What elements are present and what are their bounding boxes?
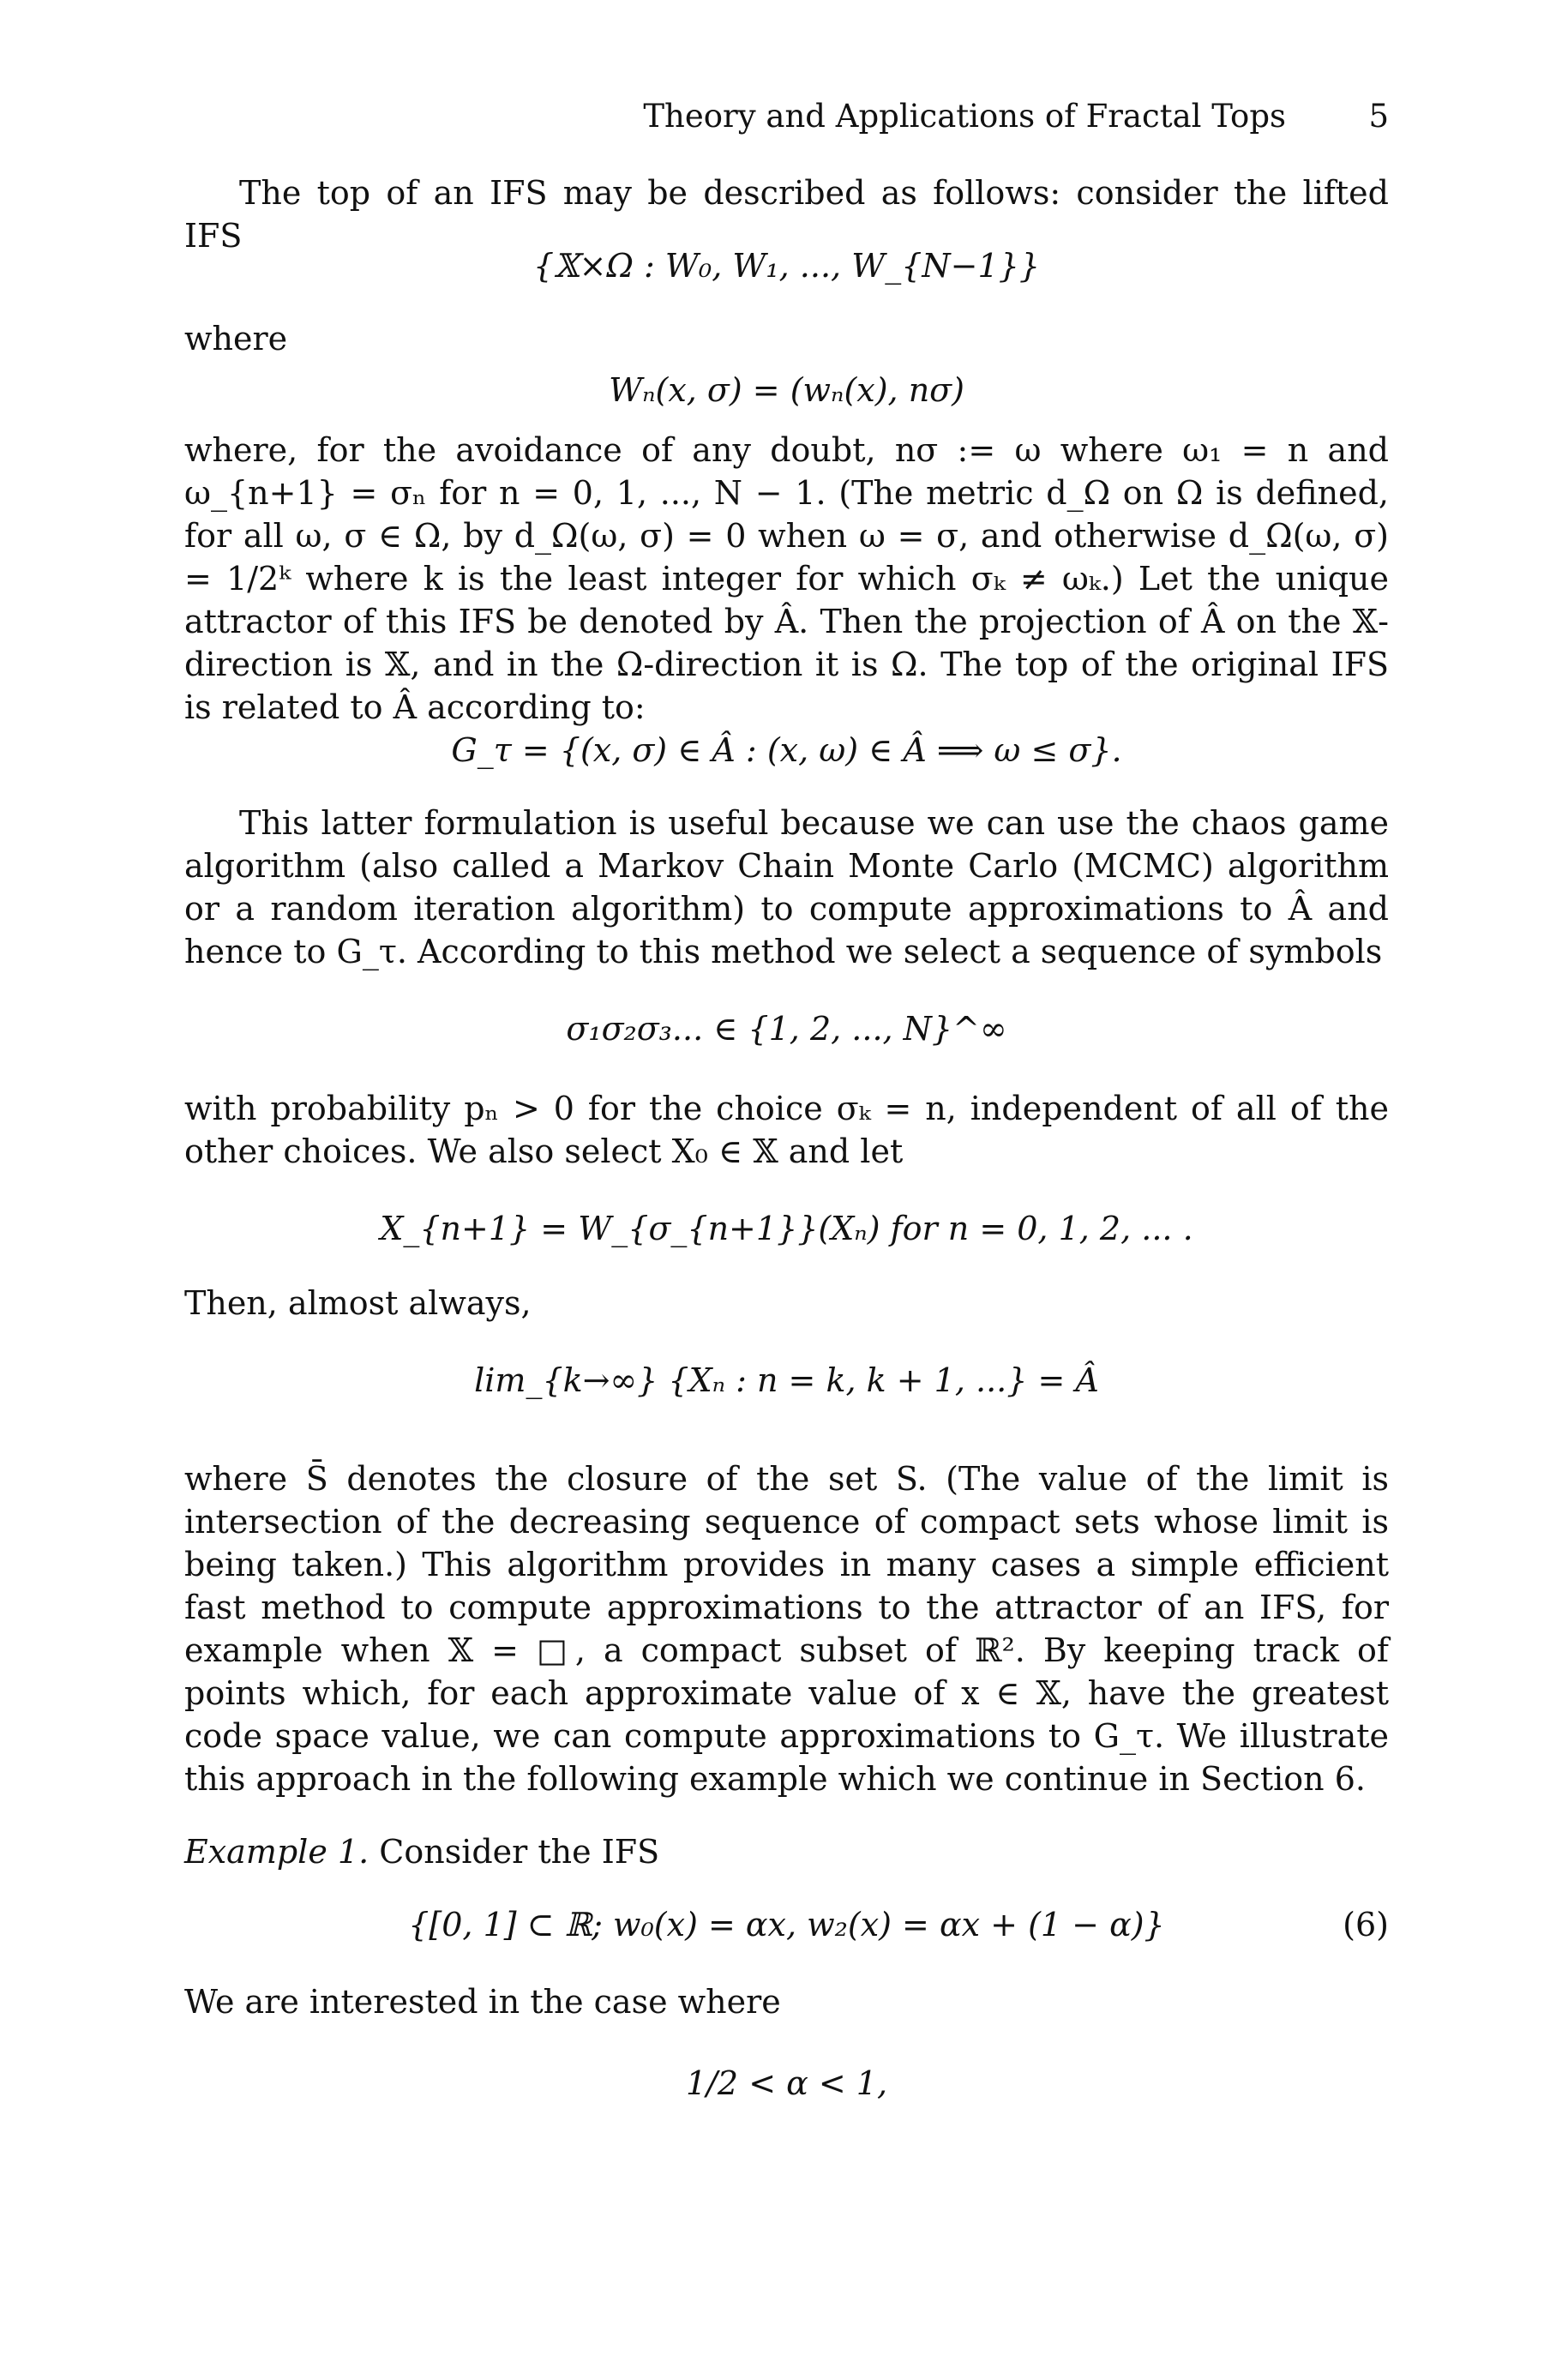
equation-ifs-example-row [184, 1903, 1389, 1946]
page-header [184, 96, 1389, 137]
paragraph-probability: with probability pₙ > 0 for the choice σₖ = n, independent of all of the other choices. We also select X₀ ∈ 𝕏 and let [184, 1090, 1389, 1170]
page-number: 5 [1368, 98, 1389, 135]
equation-G-tau: G_τ = {(x, σ) ∈ Â : (x, ω) ∈ Â ⟹ ω ≤ σ}. [451, 731, 1122, 769]
example-label: Example 1. [184, 1833, 369, 1871]
equation-iteration: X_{n+1} = W_{σ_{n+1}}(Xₙ) for n = 0, 1, 2, ... . [380, 1210, 1193, 1247]
paragraph-intro: The top of an IFS may be described as follows: consider the lifted IFS [184, 174, 1389, 255]
equation-symbol-sequence: σ₁σ₂σ₃... ∈ {1, 2, ..., N}^∞ [566, 1010, 1007, 1048]
equation-limit: lim_{k→∞} {Xₙ : n = k, k + 1, ...} = Â [474, 1361, 1099, 1399]
equation-Wn: Wₙ(x, σ) = (wₙ(x), nσ) [609, 371, 964, 409]
where-label: where [184, 320, 288, 357]
equation-ifs-example: {[0, 1] ⊂ ℝ; w₀(x) = αx, w₂(x) = αx + (1 − α)} [408, 1906, 1165, 1943]
paragraph-metric: where, for the avoidance of any doubt, nσ := ω where ω₁ = n and ω_{n+1} = σₙ for n = 0, 1, ..., N − 1. (The metric d_Ω on Ω is defined, for all ω, σ ∈ Ω, by d_Ω(ω, σ) = 0 when ω = σ, and otherwise d_Ω(ω, σ) = 1/2ᵏ where k is the least integer for which σₖ ≠ ωₖ.) Let the unique attractor of this IFS be denoted by Â. Then the projection of Â on the 𝕏-direction is 𝕏, and in the Ω-direction it is Ω. The top of the original IFS is related to Â according to: [184, 431, 1389, 726]
paragraph-chaos-game: This latter formulation is useful because we can use the chaos game algorithm (also called a Markov Chain Monte Carlo (MCMC) algorithm or a random iteration algorithm) to compute approximations to Â and hence to G_τ. According to this method we select a sequence of symbols [184, 804, 1389, 970]
equation-alpha-range: 1/2 < α < 1, [685, 2064, 888, 2102]
paragraph-almost-always: Then, almost always, [184, 1284, 532, 1322]
example-text: Consider the IFS [379, 1833, 660, 1871]
equation-number: (6) [1343, 1906, 1389, 1943]
example-heading [184, 1830, 1389, 1873]
running-title: Theory and Applications of Fractal Tops [643, 98, 1286, 135]
equation-lifted-ifs: {𝕏×Ω : W₀, W₁, ..., W_{N−1}} [532, 247, 1041, 285]
paragraph-closure: where S̄ denotes the closure of the set S. (The value of the limit is intersection of the decreasing sequence of compact sets whose limit is being taken.) This algorithm provides in many cases a simple efficient fast method to compute approximations to the attractor of an IFS, for example when 𝕏 = □, a compact subset of ℝ². By keeping track of points which, for each approximate value of x ∈ 𝕏, have the greatest code space value, we can compute approximations to G_τ. We illustrate this approach in the following example which we continue in Section 6. [184, 1460, 1389, 1798]
paragraph-interested: We are interested in the case where [184, 1983, 781, 2021]
